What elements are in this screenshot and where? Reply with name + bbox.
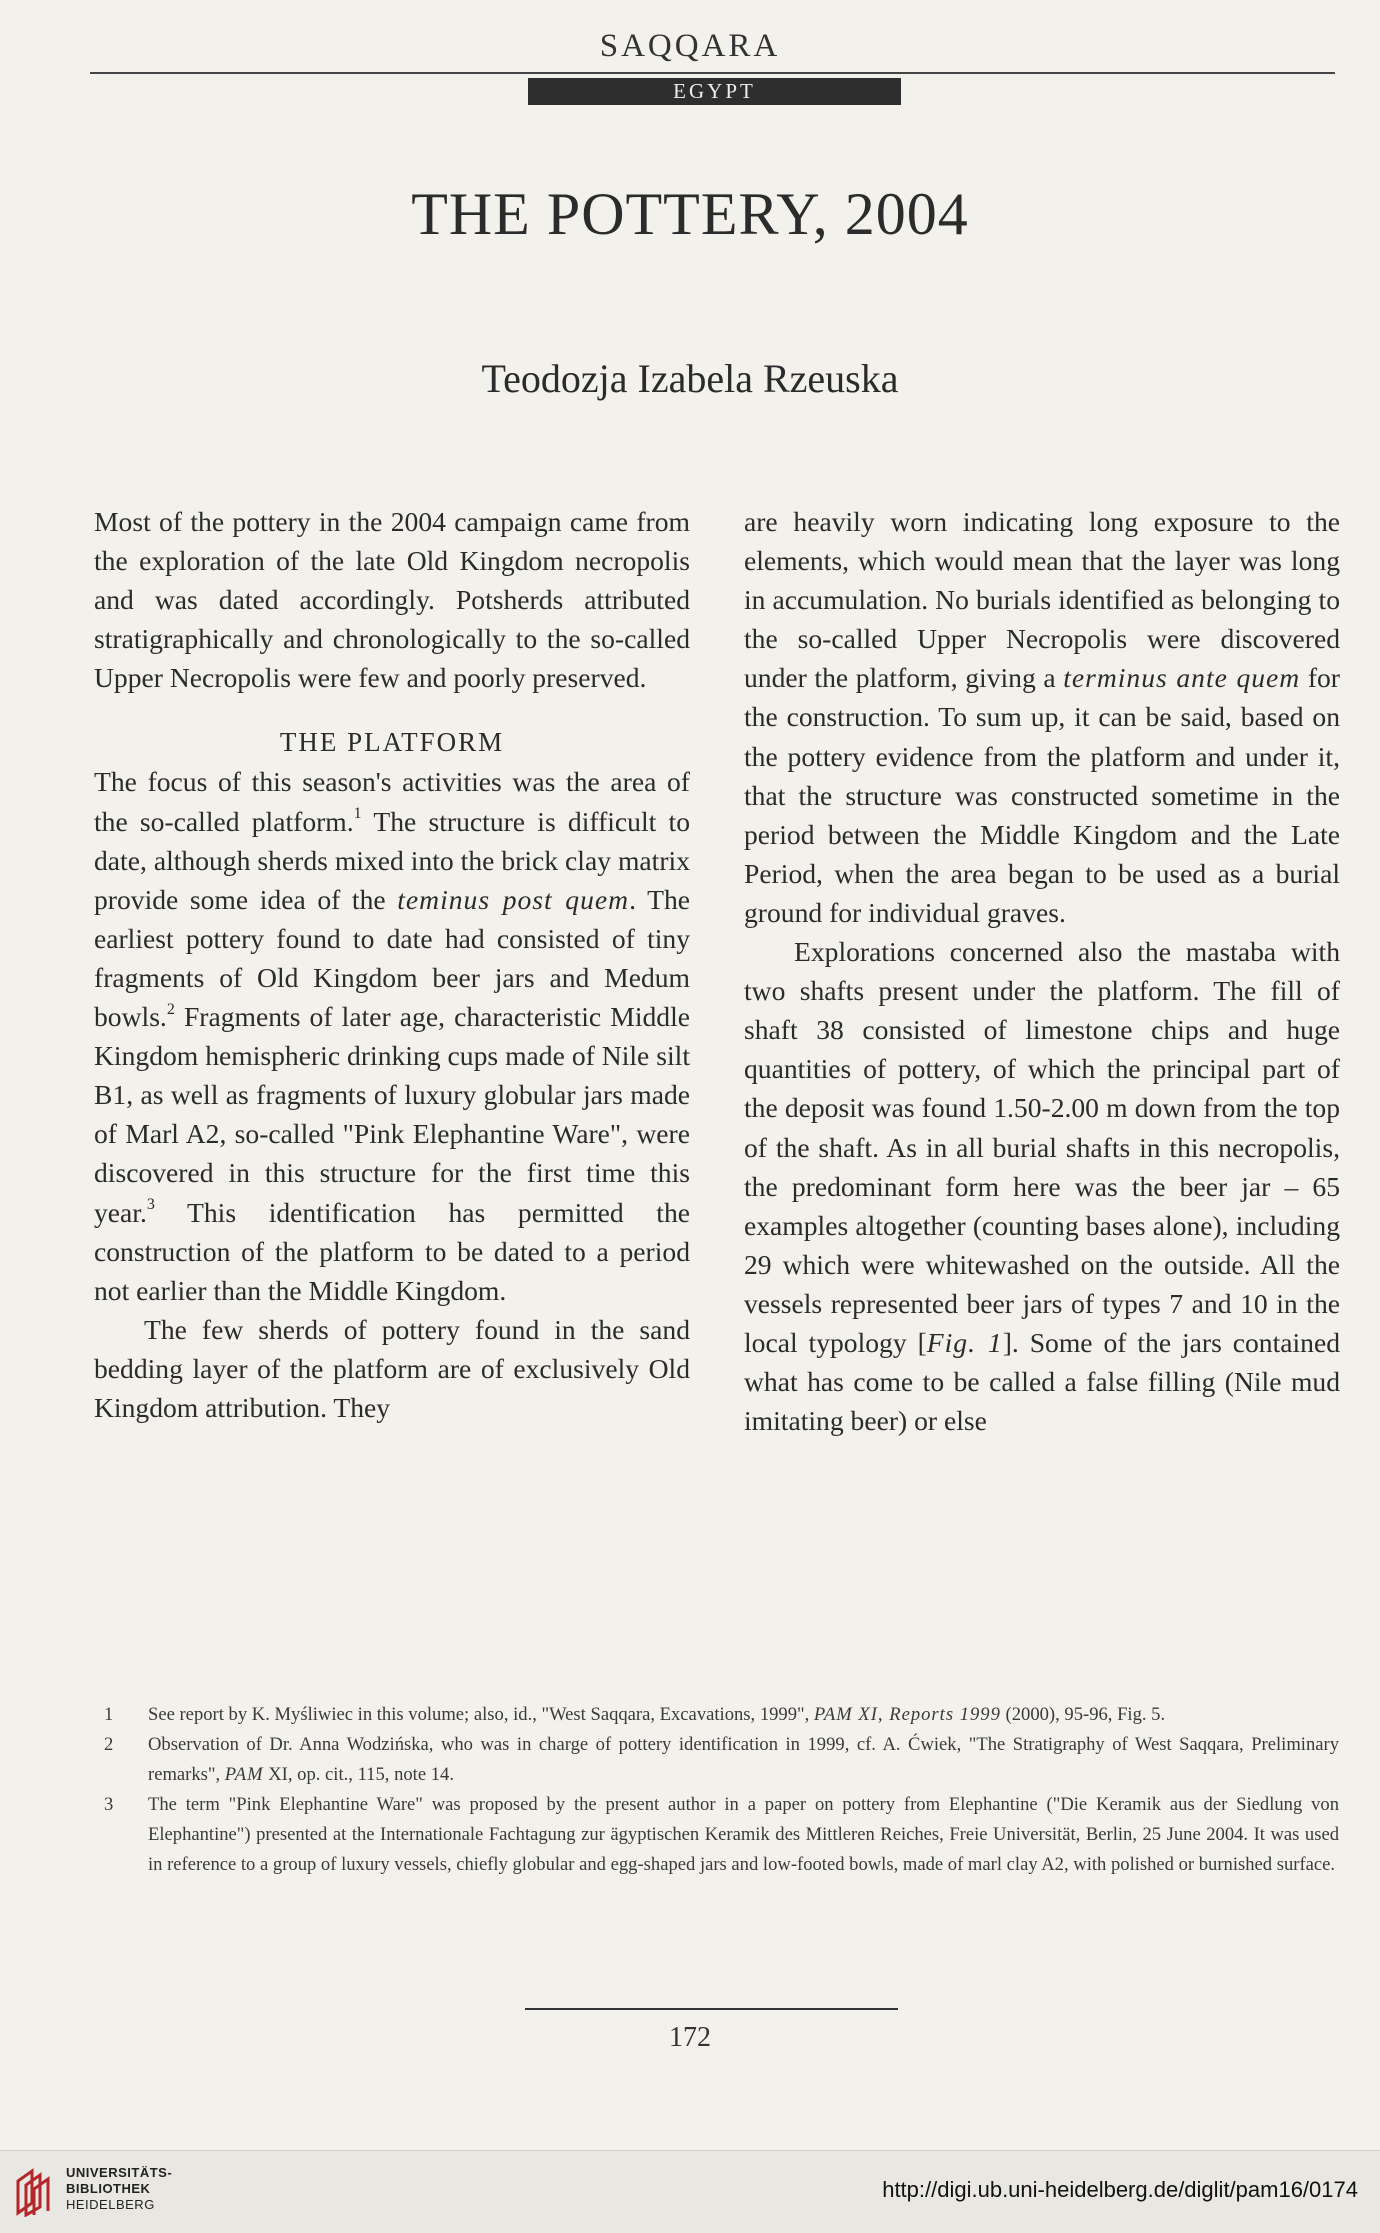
library-logo-icon (14, 2167, 54, 2217)
footnote (94, 1700, 1339, 1730)
page-number-rule (525, 2008, 898, 2010)
logo-line: BIBLIOTHEK (66, 2181, 151, 2196)
logo-line: HEIDELBERG (66, 2197, 155, 2212)
logo-line: UNIVERSITÄTS- (66, 2165, 173, 2180)
text-column-left (94, 502, 690, 1427)
footnote-text: See report by K. Myśliwiec in this volume; also, id., "West Saqqara, Excavations, 1999", (148, 1704, 814, 1725)
paragraph-text: Fragments of later age, characteristic Middle Kingdom hemispheric drinking cups made of Nile silt B1, as well as fragments of luxury globular jars made of Marl A2, so-called "Pink Elephantine Ware", were discovered in this structure for the first time this year. (94, 1001, 690, 1228)
section-heading: THE PLATFORM (279, 727, 505, 758)
footnote-number: 2 (104, 1734, 114, 1755)
paragraph (744, 502, 1340, 932)
paragraph-text: for the construction. To sum up, it can be said, based on the pottery evidence from the platform and under it, that the structure was constructed sometime in the period between the Middle Kingdom and the Late Period, when the area began to be used as a burial ground for individual graves. (744, 662, 1341, 928)
library-logo-text (66, 2165, 172, 2213)
article-title: THE POTTERY, 2004 (411, 181, 969, 247)
paragraph-text: ]. Some of the jars contained what has come to be called a false filling (Nile mud imitating beer) or else (744, 1326, 1341, 1437)
footnotes (94, 1700, 1339, 1880)
footnote-ref[interactable]: 1 (353, 805, 362, 823)
footnote-number: 3 (104, 1794, 114, 1815)
footnote-ref[interactable]: 2 (166, 1000, 175, 1018)
paragraph-text: The structure is difficult to date, although sherds mixed into the brick clay matrix provide some idea of the (94, 805, 690, 915)
footnote-text: (2000), 95-96, Fig. 5. (1000, 1704, 1166, 1725)
paragraph-text: The focus of this season's activities was the area of the so-called platform. (94, 766, 690, 837)
paragraph-text: Explorations concerned also the mastaba with two shafts present under the platform. The fill of shaft 38 consisted of limestone chips and huge quantities of pottery, of which the principal part of the deposit was found 1.50-2.00 m down from the top of the shaft. As in all burial shafts in this necropolis, the predominant form here was the beer jar – 65 examples altogether (counting bases alone), including 29 which were whitewashed on the outside. All the vessels represented beer jars of types 7 and 10 in the local typology [ (744, 936, 1340, 1358)
footnote (94, 1790, 1339, 1880)
header-band: EGYPT (528, 78, 901, 105)
running-header: SAQQARA (599, 28, 781, 64)
footnote-text: Observation of Dr. Anna Wodzińska, who was in charge of pottery identification in 1999, cf. A. Ćwiek, "The Stratigraphy of West Saqqara, Preliminary remarks", (148, 1734, 1339, 1785)
footnote-text: XI, op. cit., 115, note 14. (263, 1764, 454, 1785)
footnote-italic: PAM XI, Reports 1999 (813, 1704, 1001, 1725)
paragraph (94, 762, 690, 1309)
footer-bar (0, 2150, 1380, 2233)
article-author: Teodozja Izabela Rzeuska (481, 356, 899, 401)
figure-reference[interactable]: Fig. 1 (926, 1326, 1003, 1358)
text-column-right (744, 502, 1340, 1440)
italic-term: teminus post quem (397, 883, 630, 915)
header-rule (90, 72, 1335, 74)
footnote-text: The term "Pink Elephantine Ware" was proposed by the present author in a paper on pottery from Elephantine ("Die Keramik aus der Siedlung von Elephantine") presented at the Internationale Fachtagung zur ägyptischen Keramik des Mittleren Reiches, Freie Universität, Berlin, 25 June 2004. It was used in reference to a group of luxury vessels, chiefly globular and egg-shaped jars and low-footed bowls, made of marl clay A2, with polished or burnished surface. (148, 1794, 1339, 1875)
paragraph-text: are heavily worn indicating long exposure to the elements, which would mean that the layer was long in accumulation. No burials identified as belonging to the so-called Upper Necropolis were discovered under the platform, giving a (744, 506, 1340, 694)
page-number: 172 (669, 2022, 711, 2053)
footnote-italic: PAM (224, 1764, 264, 1785)
italic-term: terminus ante quem (1063, 662, 1301, 694)
paragraph-text: This identification has permitted the construction of the platform to be dated to a period not earlier than the Middle Kingdom. (94, 1196, 690, 1306)
paragraph (744, 932, 1340, 1440)
paragraph (94, 502, 690, 697)
paragraph-text: Most of the pottery in the 2004 campaign came from the exploration of the late Old Kingdom necropolis and was dated accordingly. Potsherds attributed stratigraphically and chronologically to the so-called Upper Necropolis were few and poorly preserved. (94, 506, 690, 694)
paragraph-text: The few sherds of pottery found in the sand bedding layer of the platform are of exclusively Old Kingdom attribution. They (94, 1313, 690, 1423)
paragraph (94, 1310, 690, 1427)
paragraph-text: . The earliest pottery found to date had consisted of tiny fragments of Old Kingdom beer jars and Medum bowls. (94, 883, 691, 1033)
footnote-number: 1 (104, 1704, 114, 1725)
source-url-link[interactable]: http://digi.ub.uni-heidelberg.de/diglit/pam16/0174 (882, 2177, 1358, 2202)
footnote-ref[interactable]: 3 (146, 1196, 155, 1214)
footnote (94, 1730, 1339, 1790)
